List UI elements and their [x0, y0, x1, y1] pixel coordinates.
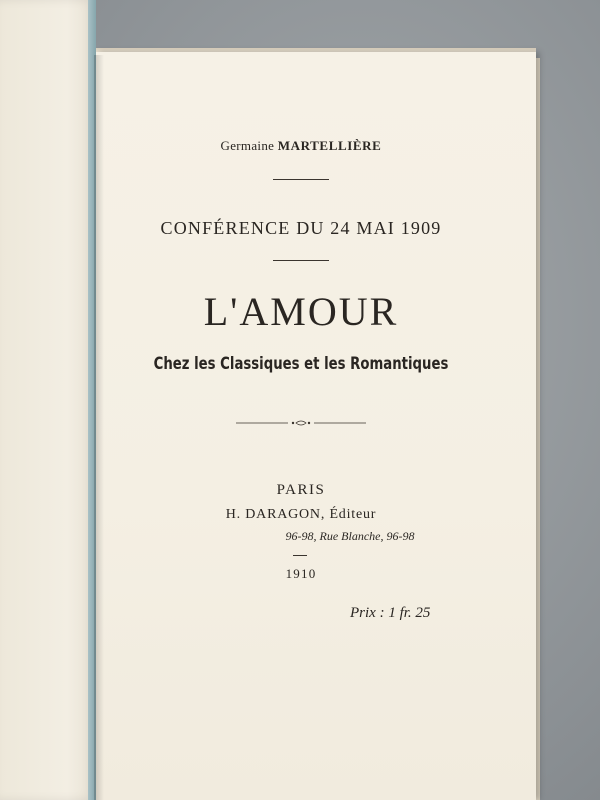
book-subtitle: Chez les Classiques et les Romantiques	[153, 354, 449, 374]
publication-city: PARIS	[276, 482, 326, 498]
price-note: Prix : 1 fr. 25	[350, 605, 431, 621]
spine-shadow	[94, 55, 104, 800]
author-last-name: MARTELLIÈRE	[277, 138, 382, 153]
publication-year: 1910	[285, 566, 317, 581]
author-first-name: Germaine	[220, 138, 275, 153]
ornamental-rule	[236, 418, 366, 428]
conference-date: CONFÉRENCE DU 24 MAI 1909	[160, 218, 442, 238]
publisher-name: H. DARAGON, Éditeur	[225, 507, 377, 522]
divider-rule-top	[273, 179, 329, 180]
divider-rule-middle	[273, 260, 329, 261]
left-page	[0, 0, 96, 800]
author-line	[96, 138, 506, 154]
divider-dash	[293, 555, 307, 556]
book-title: L'AMOUR	[203, 289, 399, 334]
publisher-address: 96-98, Rue Blanche, 96-98	[285, 529, 415, 543]
